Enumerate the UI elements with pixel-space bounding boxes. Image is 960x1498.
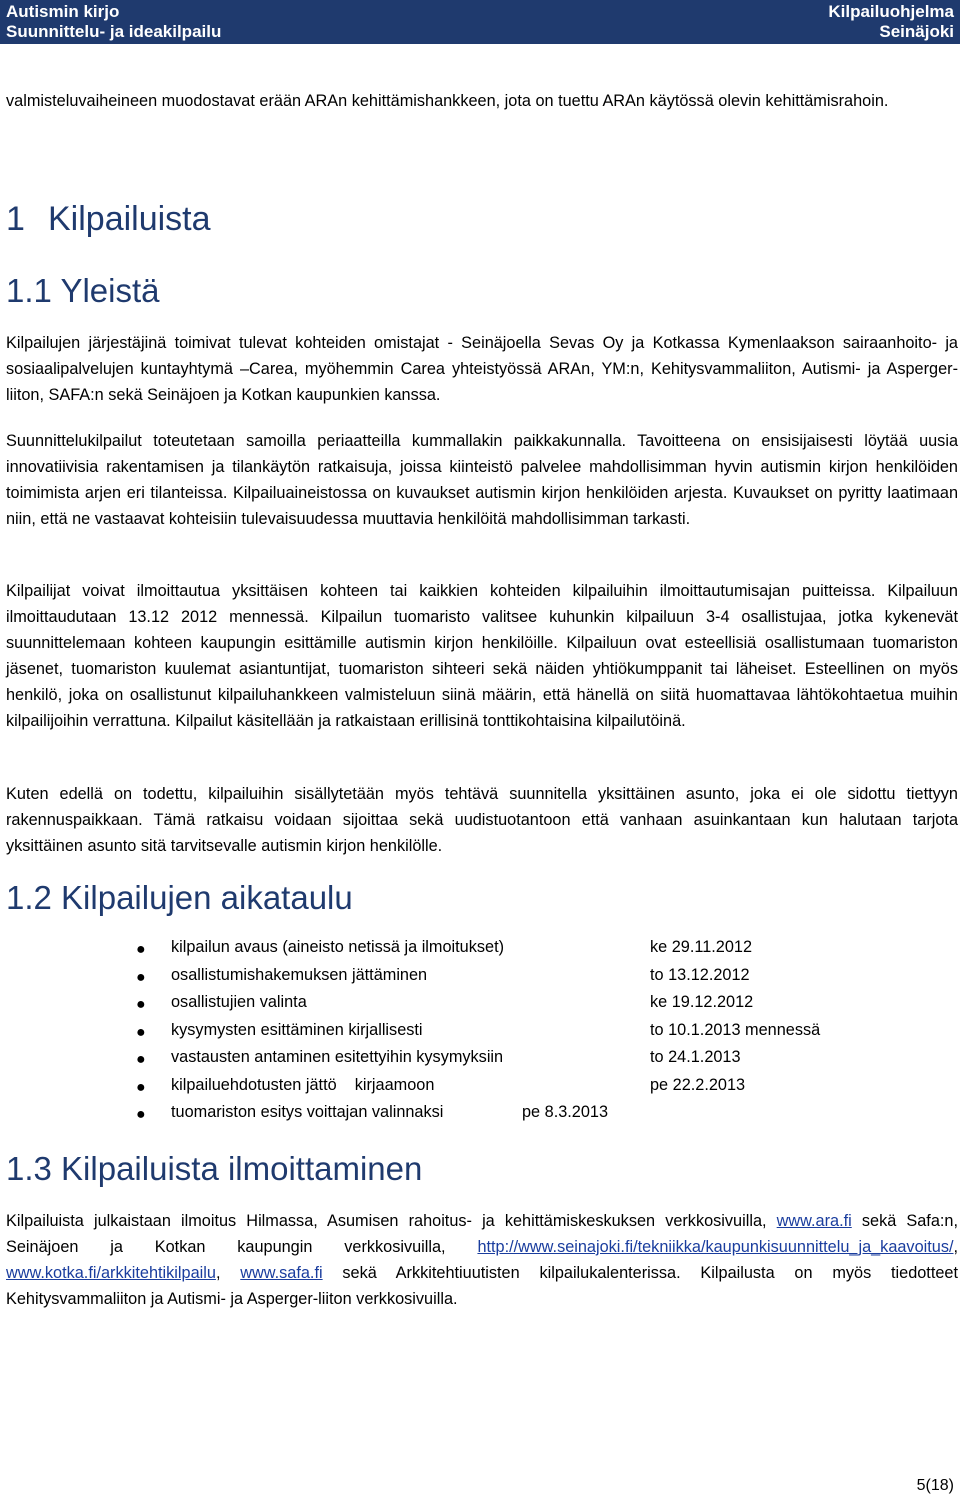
schedule-item-label: kilpailun avaus (aineisto netissä ja ilmoitukset) [171,938,505,956]
section-1-1-paragraph-1: Kilpailujen järjestäjinä toimivat tulevat kohteiden omistajat - Seinäjoella Sevas Oy ja Kotkassa Kymenlaakson sairaanhoito- ja sosiaalipalvelujen kuntayhtymä –Carea, myöhemmin Carea yhteistyössä ARAn, YM:n, Kehitysvammaliiton, Autismi- ja Asperger-liiton, SAFA:n sekä Seinäjoen ja Kotkan kaupunkien kanssa. [6,334,958,404]
schedule-list [0,938,960,1131]
schedule-item-date: ke 29.11.2012 [650,938,752,956]
schedule-item [0,993,960,1021]
link-kotka[interactable]: www.kotka.fi/arkkitehtikilpailu [6,1264,216,1282]
schedule-item [0,1048,960,1076]
schedule-item-label: osallistujien valinta [171,993,307,1011]
schedule-item-date: to 24.1.2013 [650,1048,741,1066]
schedule-item [0,938,960,966]
schedule-item [0,1021,960,1049]
schedule-item [0,1076,960,1104]
link-seinajoki[interactable]: http://www.seinajoki.fi/tekniikka/kaupunkisuunnittelu_ja_kaavoitus/ [477,1238,954,1256]
schedule-item-label: kysymysten esittäminen kirjallisesti [171,1020,423,1039]
section-1-1-paragraph-3: Kilpailijat voivat ilmoittautua yksittäisen kohteen tai kaikkien kohteiden kilpailuihin ilmoittautumisajan puitteissa. Kilpailuun ilmoittaudutaan 13.12 2012 mennessä. Kilpailun tuomaristo valitsee kuhunkin kilpailuun 3-4 osallistujaa, jotka kykenevät suunnittelemaan kohteen kaupungin esittämille autismin kirjon henkilöille. Kilpailuun ovat esteellisiä osallistumaan tuomariston jäsenet, tuomariston kuulemat asiantuntijat, tuomariston sihteeri sekä näiden yhtiökumppanit tai läheiset. Esteellinen on myös henkilö, joka on osallistunut kilpailuhankkeen valmisteluun siinä määrin, että hänellä on siitä huomattavaa lähtökohtaetua muihin kilpailijoihin verrattuna. Kilpailut käsitellään ja ratkaistaan erillisinä tonttikohtaisina kilpailutöinä. [6,582,958,730]
intro-paragraph: valmisteluvaiheineen muodostavat erään ARAn kehittämishankkeen, jota on tuettu ARAn käytössä olevin kehittämisrahoin. [6,92,889,110]
section-1-heading [6,200,211,239]
schedule-item-date: pe 8.3.2013 [522,1103,609,1121]
page-header [0,0,960,44]
header-right [828,2,954,42]
section-1-3-text-4: , [215,1264,221,1282]
bullet-icon: ● [136,996,146,1013]
schedule-item [0,966,960,994]
schedule-item-label: osallistumishakemuksen jättäminen [171,965,428,984]
schedule-item-date: pe 22.2.2013 [650,1075,746,1094]
section-1-1-paragraph-4: Kuten edellä on todettu, kilpailuihin sisällytetään myös tehtävä suunnitella yksittäinen asunto, joka ei ole sidottu tiettyyn rakennuspaikkaan. Tämä ratkaisu voidaan sijoittaa sekä uudistuotantoon että vanhaan asuinkantaan kun halutaan tarjota yksittäinen asunto sitä tarvitsevalle autismin kirjon henkilölle. [6,785,958,855]
header-left [6,2,221,42]
section-1-number: 1 [6,200,25,238]
schedule-item-label: tuomariston esitys voittajan valinnaksi [171,1103,444,1121]
header-document-title: Autismin kirjo [6,2,120,21]
section-1-3-heading: 1.3 Kilpailuista ilmoittaminen [6,1150,423,1187]
section-1-2-heading: 1.2 Kilpailujen aikataulu [6,879,353,916]
section-1-3-text-1: Kilpailuista julkaistaan ilmoitus Hilmassa, Asumisen rahoitus- ja kehittämiskeskuksen verkkosivuilla, [6,1212,767,1230]
section-1-3-text-5: sekä Arkkitehtiuutisten kilpailukalenterissa. Kilpailusta on myös tiedotteet Kehitysvammaliiton ja Autismi- ja Asperger-liiton verkkosivuilla. [6,1264,958,1308]
section-1-1-paragraph-2: Suunnittelukilpailut toteutetaan samoilla periaatteilla kummallakin paikkakunnalla. Tavoitteena on ensisijaisesti löytää uusia innovatiivisia rakentamisen ja tilankäytön ratkaisuja, joissa kiinteistö palvelee mahdollisimman hyvin autismin kirjon henkilöiden toimimista arjen eri tilanteissa. Kilpailuaineistossa on kuvaukset autismin kirjon henkilöiden arjesta. Kuvaukset on pyritty laatimaan niin, että ne vastaavat kohteisiin tulevaisuudessa muuttavia henkilöitä mahdollisimman tarkasti. [6,432,958,528]
section-1-title: Kilpailuista [48,200,211,238]
header-city: Seinäjoki [879,22,954,41]
bullet-icon: ● [136,1106,146,1123]
schedule-item-date: ke 19.12.2012 [650,993,754,1011]
header-document-subtitle: Suunnittelu- ja ideakilpailu [6,22,222,41]
section-1-3-text-2: sekä Safa:n, Seinäjoen ja Kotkan kaupungin verkkosivuilla, [6,1212,958,1256]
header-program-title: Kilpailuohjelma [828,2,954,21]
bullet-icon: ● [136,1078,146,1096]
section-1-3-text-3: , [953,1238,959,1256]
schedule-item-date: to 13.12.2012 [650,965,750,984]
schedule-item-label: kilpailuehdotusten jättö kirjaamoon [171,1075,435,1094]
bullet-icon: ● [136,1051,146,1068]
schedule-item-label: vastausten antaminen esitettyihin kysymyksiin [171,1048,504,1066]
bullet-icon: ● [136,941,146,958]
bullet-icon: ● [136,1023,146,1041]
link-safa[interactable]: www.safa.fi [240,1264,323,1282]
section-1-3-paragraph [6,1208,958,1312]
page-number: 5(18) [916,1477,954,1494]
bullet-icon: ● [136,968,146,986]
link-ara[interactable]: www.ara.fi [776,1212,852,1230]
schedule-item-date: to 10.1.2013 mennessä [650,1020,821,1039]
section-1-1-heading: 1.1 Yleistä [6,272,160,309]
schedule-item [0,1103,960,1131]
